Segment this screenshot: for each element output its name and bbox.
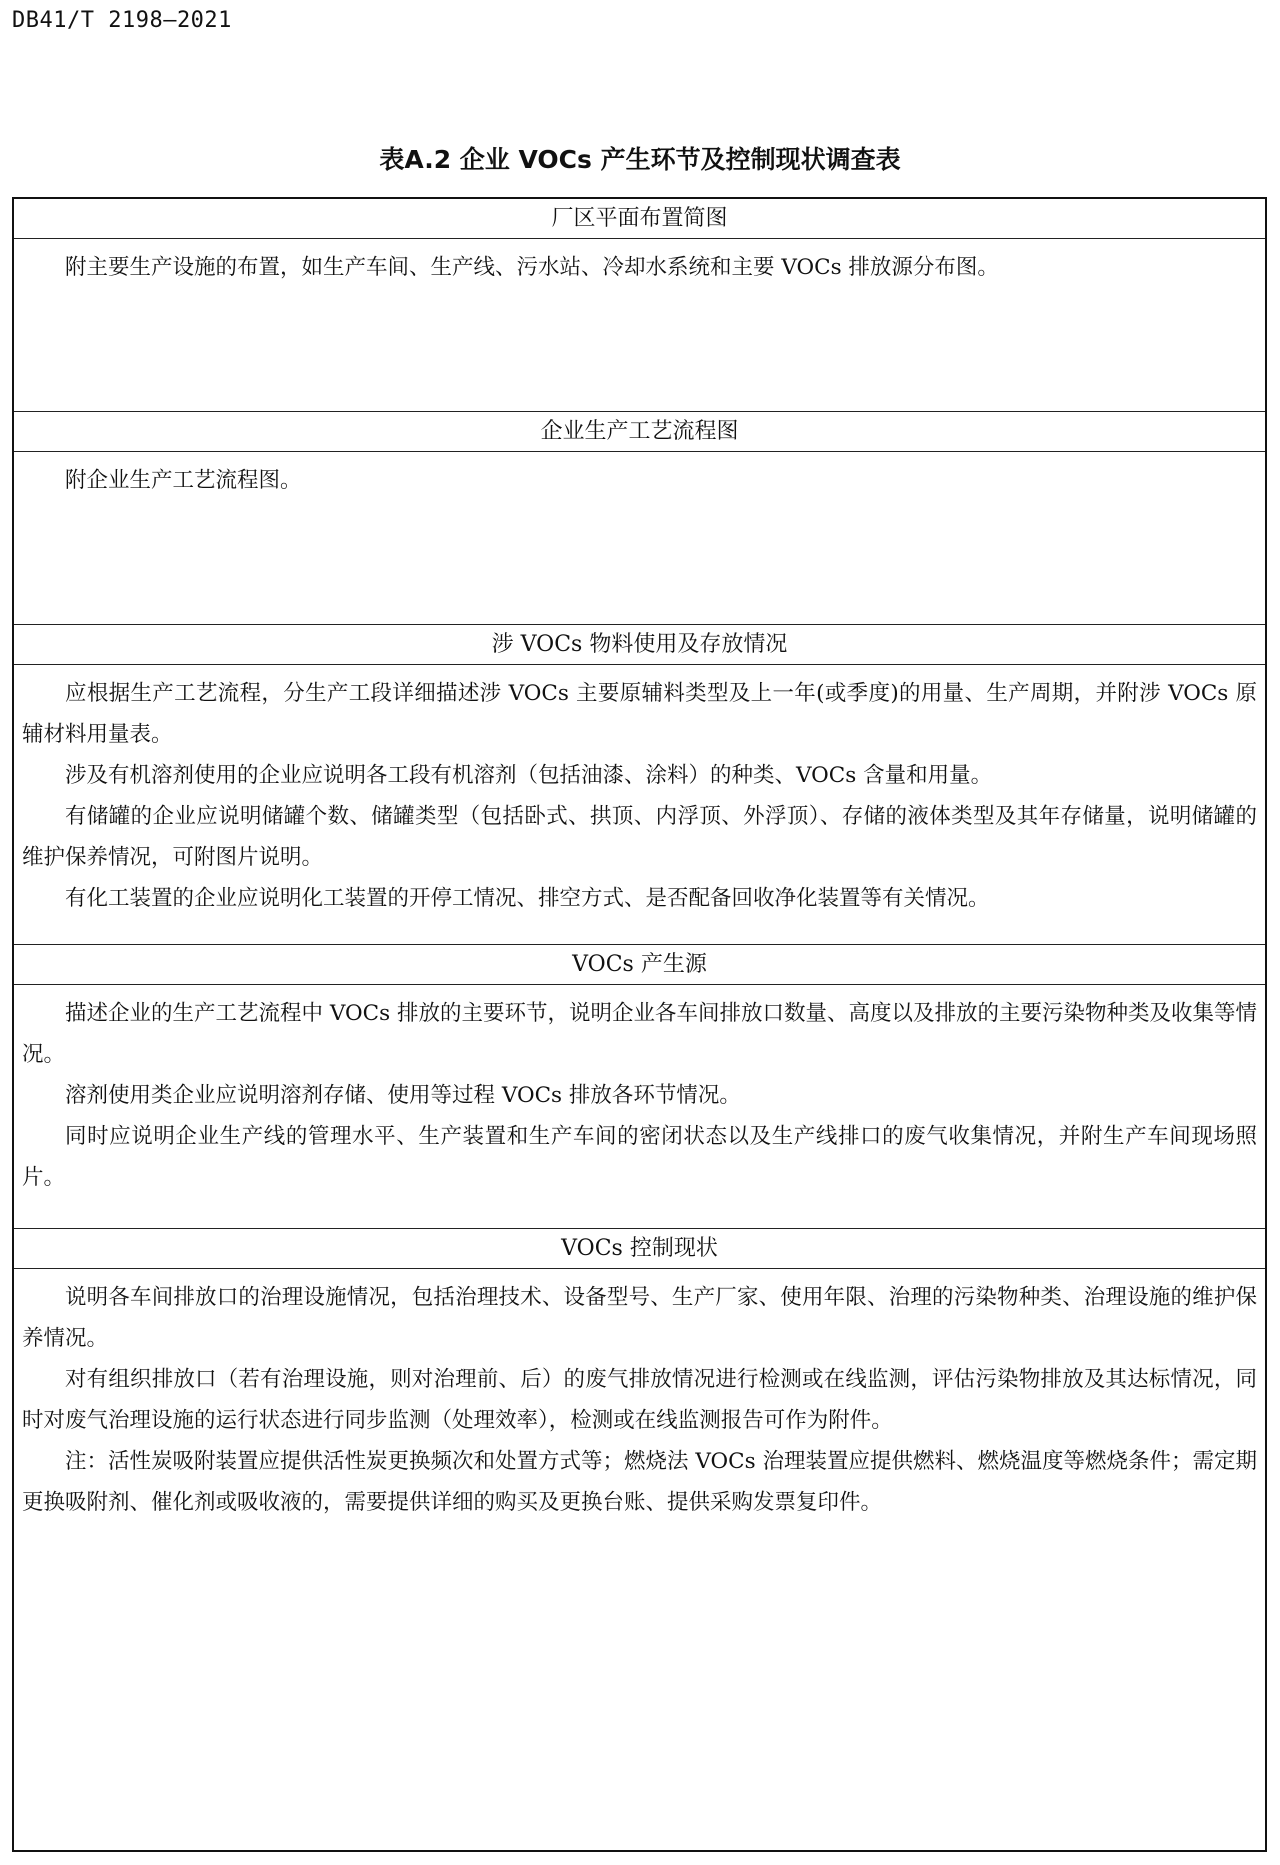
section-body [14, 665, 1265, 945]
section-body [14, 239, 1265, 411]
section-heading: VOCs 控制现状 [14, 1229, 1265, 1269]
document-code: DB41/T 2198—2021 [12, 8, 232, 33]
section-vocs-control [14, 1228, 1265, 1850]
section-layout [14, 199, 1265, 411]
paragraph: 涉及有机溶剂使用的企业应说明各工段有机溶剂（包括油漆、涂料）的种类、VOCs 含量和用量。 [65, 763, 993, 788]
section-body [14, 985, 1265, 1229]
survey-table [12, 197, 1267, 1852]
section-process-flow [14, 411, 1265, 625]
paragraph: 应根据生产工艺流程，分生产工段详细描述涉 VOCs 主要原辅料类型及上一年(或季度)的用量、生产周期，并附涉 VOCs 原辅材料用量表。 [22, 681, 1257, 747]
section-heading: 厂区平面布置简图 [14, 199, 1265, 239]
section-body [14, 1269, 1265, 1850]
section-heading: 涉 VOCs 物料使用及存放情况 [14, 625, 1265, 665]
paragraph: 有储罐的企业应说明储罐个数、储罐类型（包括卧式、拱顶、内浮顶、外浮顶）、存储的液体类型及其年存储量，说明储罐的维护保养情况，可附图片说明。 [22, 804, 1257, 870]
paragraph: 注：活性炭吸附装置应提供活性炭更换频次和处置方式等；燃烧法 VOCs 治理装置应提供燃料、燃烧温度等燃烧条件；需定期更换吸附剂、催化剂或吸收液的，需要提供详细的购买及更换台账、提供采购发票复印件。 [22, 1449, 1257, 1515]
paragraph: 附企业生产工艺流程图。 [65, 468, 302, 493]
section-heading: 企业生产工艺流程图 [14, 412, 1265, 452]
section-heading: VOCs 产生源 [14, 945, 1265, 985]
paragraph: 对有组织排放口（若有治理设施，则对治理前、后）的废气排放情况进行检测或在线监测，评估污染物排放及其达标情况，同时对废气治理设施的运行状态进行同步监测（处理效率），检测或在线监测报告可作为附件。 [22, 1367, 1257, 1433]
paragraph: 描述企业的生产工艺流程中 VOCs 排放的主要环节，说明企业各车间排放口数量、高度以及排放的主要污染物种类及收集等情况。 [22, 1001, 1257, 1067]
paragraph: 有化工装置的企业应说明化工装置的开停工情况、排空方式、是否配备回收净化装置等有关情况。 [65, 886, 990, 911]
paragraph: 说明各车间排放口的治理设施情况，包括治理技术、设备型号、生产厂家、使用年限、治理的污染物种类、治理设施的维护保养情况。 [22, 1285, 1257, 1351]
paragraph: 溶剂使用类企业应说明溶剂存储、使用等过程 VOCs 排放各环节情况。 [65, 1083, 741, 1108]
paragraph: 附主要生产设施的布置，如生产车间、生产线、污水站、冷却水系统和主要 VOCs 排放源分布图。 [65, 255, 999, 280]
section-vocs-sources [14, 944, 1265, 1229]
section-body [14, 452, 1265, 625]
section-materials [14, 624, 1265, 945]
table-title: 表A.2 企业 VOCs 产生环节及控制现状调查表 [379, 145, 901, 174]
paragraph: 同时应说明企业生产线的管理水平、生产装置和生产车间的密闭状态以及生产线排口的废气收集情况，并附生产车间现场照片。 [22, 1124, 1257, 1190]
